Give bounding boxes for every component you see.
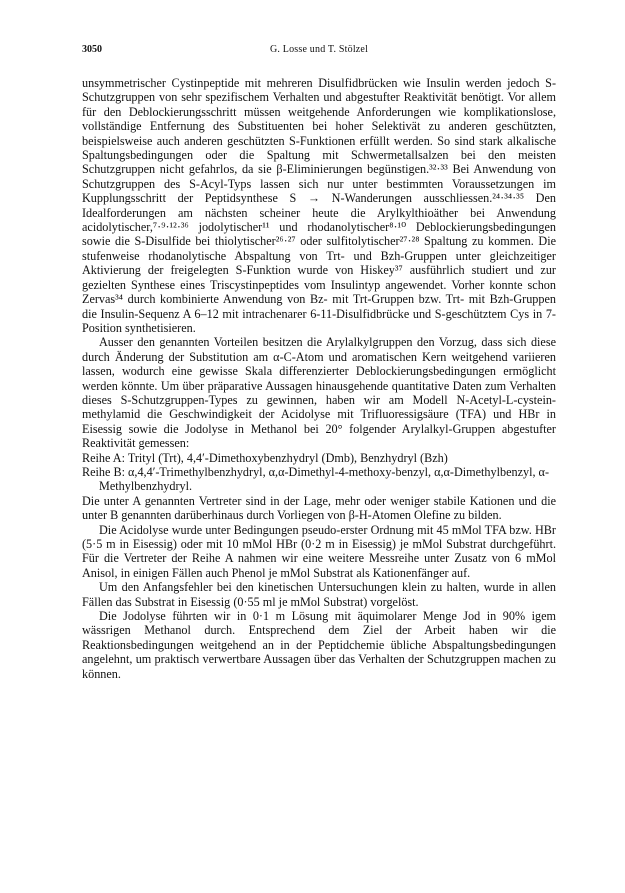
paragraph-arylalkyl: Ausser den genannten Vorteilen besitzen die Arylalkylgruppen den Vorzug, dass sich diese durch Änderung der Substitution am α-C-Atom und aromatischen Kern weitgehend variieren lassen, wodurch eine gewisse Skala differenzierter Deblockierungsbedingungen ermöglicht werden könnte. Um über präparative Aussagen hinausgehende quantitative Daten zum Verhalten dieses S-Schutzgruppen-Types zu gewinnen, haben wir am Modell N-Acetyl-L-cystein-methylamid die Geschwindigkeit der Acidolyse mit Trifluoressigsäure (TFA) und HBr in Eisessig sowie die Jodolyse in Methanol bei 20° folgender Arylalkyl-Gruppen abgestufter Reaktivität gemessen: [82,335,556,451]
series-b-line: Reihe B: α,4,4′-Trimethylbenzhydryl, α,α-Dimethyl-4-methoxy-benzyl, α,α-Dimethylbenzyl, α-Methylbenzhydryl. [82,464,550,494]
page-number: 3050 [82,44,102,55]
running-head: G. Losse und T. Stölzel [269,44,369,55]
article-body [82,76,556,681]
paragraph-initial-error: Um den Anfangsfehler bei den kinetischen Untersuchungen klein zu halten, wurde in allen Fällen das Substrat in Eisessig (0·55 ml je mMol Substrat) vorgelöst. [82,580,556,609]
series-a-line: Reihe A: Trityl (Trt), 4,4′-Dimethoxybenzhydryl (Dmb), Benzhydryl (Bzh) [82,450,448,465]
paragraph-cations: Die unter A genannten Vertreter sind in der Lage, mehr oder weniger stabile Kationen und die unter B genannten darüberhinaus durch Vorliegen von β-H-Atomen Olefine zu bilden. [82,493,556,523]
page-header [82,42,556,58]
paragraph-iodolysis: Die Jodolyse führten wir in 0·1 m Lösung mit äquimolarer Menge Jod in 90% igem wässrigen Methanol durch. Entsprechend dem Ziel der Arbeit haben wir die Reaktionsbedingungen weitgehend an in der Peptidchemie übliche Abspaltungsbedingungen angelehnt, um praktisch verwertbare Aussagen über das Verhalten der Schutzgruppen machen zu können. [82,609,556,681]
paragraph-acidolysis: Die Acidolyse wurde unter Bedingungen pseudo-erster Ordnung mit 45 mMol TFA bzw. HBr (5·5 m in Eisessig) oder mit 10 mMol HBr (0·2 m in Eisessig) je mMol Substrat durchgeführt. Für die Vertreter der Reihe A nahmen wir eine weitere Messreihe unter Zusatz von 6 mMol Anisol, in einigen Fällen auch Phenol je mMol Substrat als Kationenfänger auf. [82,522,556,580]
paragraph-intro: unsymmetrischer Cystinpeptide mit mehreren Disulfidbrücken wie Insulin werden jedoch S-Schutzgruppen von sehr spezifischem Verhalten und abgestufter Reaktivität benötigt. Vor allem für den Deblockierungsschritt müssen weitgehende Anforderungen wie komplikationslose, vollständige Entfernung des Substituenten bei hoher Selektivät zu anderen geschützten, beispielsweise auch anderen geschützten S-Funktionen erfüllt werden. So sind stark alkalische Spaltungsbedingungen oder die Spaltung mit Schwermetallsalzen bei den meisten Schutzgruppen nicht gefahrlos, da sie β-Eliminierungen begünstigen.³²·³³ Bei Anwendung von Schutzgruppen des S-Acyl-Typs lassen sich nur unter bestimmten Voraussetzungen im Kupplungsschritt der Peptidsynthese S → N-Wanderungen ausschliessen.²⁴·³⁴·³⁵ Den Idealforderungen am nächsten scheiner heute die Arylkylthioäther bei Anwendung acidolytischer,⁷·⁹·¹²·³⁶ jodolytischer¹¹ und rhodanolytischer⁸·¹⁰ Deblockierungsbedingungen sowie die S-Disulfide bei thiolytischer²⁶·²⁷ oder sulfitolytischer²⁷·²⁸ Spaltung zu kommen. Die stufenweise rhodanolytische Abspaltung von Trt- und Bzh-Gruppen unter gleichzeitiger Aktivierung der freigelegten S-Funktion wurde von Hiskey³⁷ ausführlich studiert und zur gezielten Synthese eines Triscystinpeptides vom Insulintyp angewendet. Vorher konnte schon Zervas³⁴ durch kombinierte Anwendung von Bz- mit Trt-Gruppen bzw. Trt- mit Bzh-Gruppen die Insulin-Sequenz A 6–12 mit intrachenarer 6-11-Disulfidbrücke und S-geschütztem Cys in 7-Position synthetisieren. [82,76,556,335]
